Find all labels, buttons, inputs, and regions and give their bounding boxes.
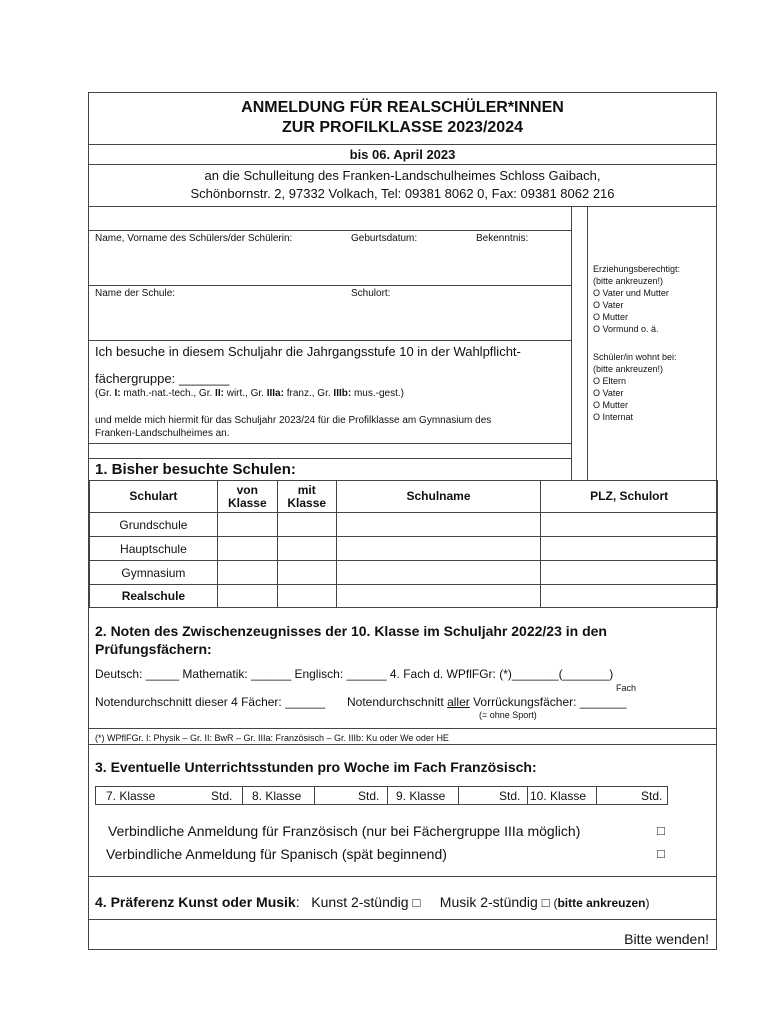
cell-divider <box>527 787 528 804</box>
cell-divider <box>596 787 597 804</box>
section2-heading <box>95 622 607 658</box>
cell-divider <box>242 787 243 804</box>
cell-divider <box>458 787 459 804</box>
turn-page-note: Bitte wenden! <box>624 931 709 947</box>
guardian-option-mother[interactable]: O Mutter <box>593 312 629 322</box>
cell-input[interactable] <box>277 585 336 608</box>
table-row <box>90 513 718 537</box>
cell-input[interactable] <box>217 537 277 561</box>
table-row <box>90 585 718 608</box>
section4-heading: 4. Präferenz Kunst oder Musik <box>95 894 296 910</box>
registration-line-2: Franken-Landschulheimes an. <box>95 428 230 439</box>
row-primary-school: Grundschule <box>90 513 218 537</box>
registration-line-1: und melde mich hiermit für das Schuljahr 2023/24 für die Profilklasse am Gymnasium des <box>95 415 492 426</box>
residence-option-boarding[interactable]: O Internat <box>593 412 634 422</box>
divider-vertical-1 <box>571 207 572 480</box>
cell-input[interactable] <box>541 537 718 561</box>
table-row <box>90 561 718 585</box>
cell-divider <box>314 787 315 804</box>
section1-heading: 1. Bisher besuchte Schulen: <box>95 461 296 478</box>
column-school-type: Schulart <box>90 481 218 513</box>
divider-name-row <box>89 230 571 231</box>
birth-date-label: Geburtsdatum: <box>351 233 418 244</box>
french-binding-label: Verbindliche Anmeldung für Französisch (nur bei Fächergruppe IIIa möglich) <box>108 823 581 839</box>
cell-input[interactable] <box>336 513 541 537</box>
average-four-subjects[interactable]: Notendurchschnitt dieser 4 Fächer: ______ <box>95 695 326 709</box>
residence-box <box>593 351 677 423</box>
without-sport-note: (= ohne Sport) <box>479 710 537 720</box>
check-hint: (bitte ankreuzen) <box>553 896 650 910</box>
class-9-std[interactable]: Std. <box>499 789 521 803</box>
deadline: bis 06. April 2023 <box>349 147 456 162</box>
column-to-class: mit Klasse <box>277 481 336 513</box>
grade-statement: Ich besuche in diesem Schuljahr die Jahrgangsstufe 10 in der Wahlpflicht- <box>95 344 521 359</box>
school-name-label: Name der Schule: <box>95 288 176 299</box>
art-checkbox[interactable]: □ <box>412 895 421 910</box>
address-line-1: an die Schulleitung des Franken-Landschulheimes Schloss Gaibach, <box>204 168 601 183</box>
spanish-binding-label: Verbindliche Anmeldung für Spanisch (spät beginnend) <box>106 846 447 862</box>
fach-label: Fach <box>616 683 637 693</box>
title-line-1: ANMELDUNG FÜR REALSCHÜLER*INNEN <box>241 99 564 116</box>
row-secondary-school: Hauptschule <box>90 537 218 561</box>
row-realschule: Realschule <box>90 585 218 608</box>
name-label: Name, Vorname des Schülers/der Schülerin: <box>95 233 293 244</box>
music-checkbox[interactable]: □ <box>541 895 550 910</box>
column-school-name: Schulname <box>336 481 541 513</box>
title-line-2: ZUR PROFILKLASSE 2023/2024 <box>282 119 523 136</box>
cell-input[interactable] <box>541 561 718 585</box>
class-10-std[interactable]: Std. <box>641 789 663 803</box>
divider-footnote <box>89 728 716 729</box>
cell-input[interactable] <box>277 561 336 585</box>
class-8-std[interactable]: Std. <box>358 789 380 803</box>
cell-input[interactable] <box>277 513 336 537</box>
residence-hint: (bitte ankreuzen!) <box>593 364 664 374</box>
cell-input[interactable] <box>336 561 541 585</box>
french-binding-checkbox[interactable]: □ <box>657 823 665 838</box>
residence-option-mother[interactable]: O Mutter <box>593 400 629 410</box>
class-7-std[interactable]: Std. <box>211 789 233 803</box>
guardian-box <box>593 263 680 335</box>
subject-group-field: fächergruppe: _______ <box>95 371 230 386</box>
form-title <box>89 93 716 145</box>
guardian-hint: (bitte ankreuzen!) <box>593 276 664 286</box>
cell-input[interactable] <box>336 537 541 561</box>
schools-table <box>89 480 718 608</box>
address-line-2: Schönbornstr. 2, 97332 Volkach, Tel: 09381 8062 0, Fax: 09381 8062 216 <box>190 186 615 201</box>
class-7-label: 7. Klasse <box>106 789 156 803</box>
school-location-label: Schulort: <box>351 288 391 299</box>
class-10-label: 10. Klasse <box>530 789 587 803</box>
cell-input[interactable] <box>336 585 541 608</box>
column-zip-location: PLZ, Schulort <box>541 481 718 513</box>
guardian-title: Erziehungsberechtigt: <box>593 264 681 274</box>
residence-title: Schüler/in wohnt bei: <box>593 352 677 362</box>
divider-grade-row <box>89 340 571 341</box>
grades-line[interactable]: Deutsch: _____ Mathematik: ______ Englisch: ______ 4. Fach d. WPflFGr: (*)_______(_______) <box>95 667 614 681</box>
guardian-option-both[interactable]: O Vater und Mutter <box>593 288 669 298</box>
cell-input[interactable] <box>541 585 718 608</box>
registration-form <box>88 92 717 950</box>
french-hours-row <box>95 786 668 805</box>
divider-footer <box>89 919 716 920</box>
religion-label: Bekenntnis: <box>476 233 529 244</box>
section3-heading: 3. Eventuelle Unterrichtsstunden pro Woche im Fach Französisch: <box>95 759 537 775</box>
cell-divider <box>387 787 388 804</box>
guardian-option-father[interactable]: O Vater <box>593 300 624 310</box>
divider-vertical-2 <box>587 207 588 480</box>
cell-input[interactable] <box>277 537 336 561</box>
section2-heading-line-1: 2. Noten des Zwischenzeugnisses der 10. Klasse im Schuljahr 2022/23 in den <box>95 623 607 639</box>
music-label: Musik 2-stündig <box>439 894 538 910</box>
schools-table-header <box>90 481 718 513</box>
residence-option-parents[interactable]: O Eltern <box>593 376 627 386</box>
divider-before-section1 <box>89 458 571 459</box>
table-row <box>90 537 718 561</box>
divider-school-row <box>89 285 571 286</box>
spanish-binding-checkbox[interactable]: □ <box>657 846 665 861</box>
section2-heading-line-2: Prüfungsfächern: <box>95 641 212 657</box>
divider-section4 <box>89 876 716 877</box>
divider-section3 <box>89 744 716 745</box>
cell-input[interactable] <box>217 585 277 608</box>
cell-input[interactable] <box>541 513 718 537</box>
class-8-label: 8. Klasse <box>252 789 302 803</box>
art-label: Kunst 2-stündig <box>311 894 409 910</box>
section4-row <box>95 894 650 910</box>
average-all-subjects[interactable]: Notendurchschnitt aller Vorrückungsfächer: _______ <box>347 695 627 709</box>
residence-option-father[interactable]: O Vater <box>593 388 624 398</box>
subject-footnote: (*) WPflFGr. I: Physik – Gr. II: BwR – Gr. IIIa: Französisch – Gr. IIIb: Ku oder We oder HE <box>95 733 449 743</box>
subject-group-note: (Gr. I: math.-nat.-tech., Gr. II: wirt., Gr. IIIa: franz., Gr. IIIb: mus.-gest.) <box>95 388 404 399</box>
cell-input[interactable] <box>217 561 277 585</box>
class-9-label: 9. Klasse <box>396 789 446 803</box>
column-from-class: von Klasse <box>217 481 277 513</box>
address-block <box>89 165 716 207</box>
guardian-option-custodian[interactable]: O Vormund o. ä. <box>593 324 659 334</box>
row-grammar-school: Gymnasium <box>90 561 218 585</box>
divider-after-registration <box>89 443 571 444</box>
section4-colon: : <box>295 894 300 910</box>
cell-input[interactable] <box>217 513 277 537</box>
deadline-row <box>89 145 716 165</box>
